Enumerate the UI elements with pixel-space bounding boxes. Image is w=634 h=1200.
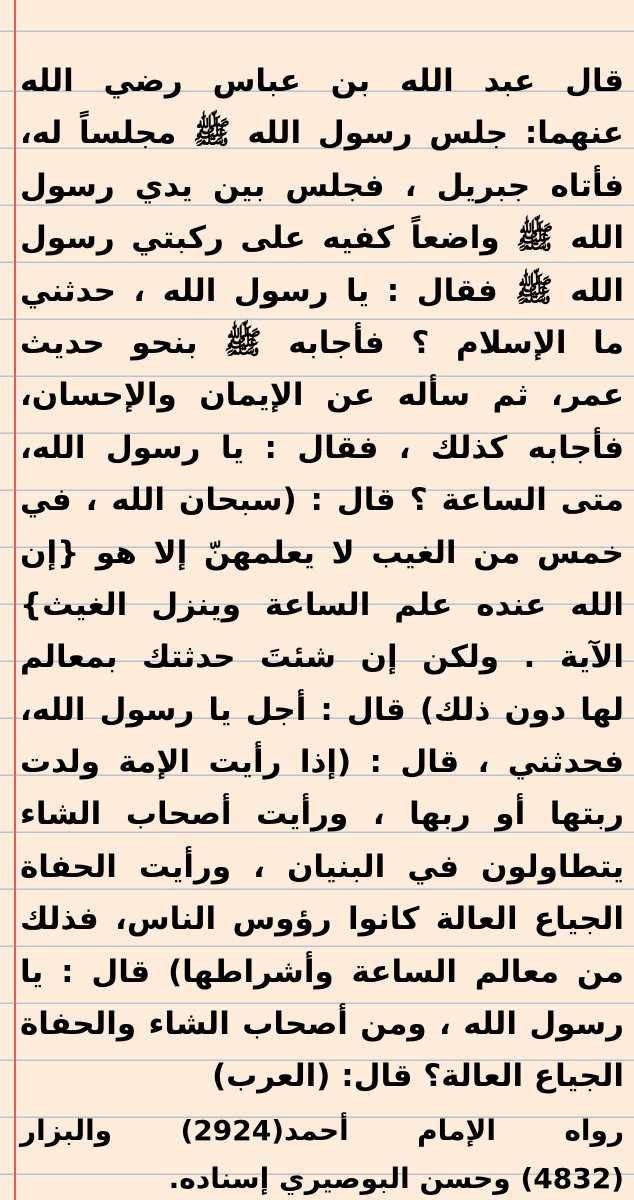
hadith-line: ربتها أو ربها ، ورأيت أصحاب الشاء [20, 796, 624, 833]
source-line: (4832) وحسن البوصيري إسناده. [168, 1161, 624, 1195]
hadith-line: الآية . ولكن إن شئتَ حدثتك بمعالم [20, 639, 624, 676]
hadith-line: رسول الله ، ومن أصحاب الشاء والحفاة [20, 1006, 624, 1043]
hadith-line: الجياع العالة كانوا رؤوس الناس، فذلك [20, 901, 624, 938]
hadith-line: عمر، ثم سأله عن الإيمان والإحسان، [20, 377, 624, 414]
hadith-text [20, 55, 624, 1200]
hadith-line: فأتاه جبريل ، فجلس بين يدي رسول [20, 167, 624, 204]
hadith-line: عنهما: جلس رسول الله ﷺ مجلساً له، [20, 115, 624, 152]
hadith-line: الله عنده علم الساعة وينزل الغيث} [20, 586, 624, 623]
hadith-line: لها دون ذلك) قال : أجل يا رسول الله، [20, 691, 624, 728]
source-line: رواه الإمام أحمد(2924) والبزار [20, 1113, 625, 1147]
hadith-line: يتطاولون في البنيان ، ورأيت الحفاة [20, 848, 624, 885]
hadith-line: الله ﷺ واضعاً كفيه على ركبتي رسول [20, 220, 624, 257]
hadith-source [20, 1107, 624, 1200]
hadith-line: ما الإسلام ؟ فأجابه ﷺ بنحو حديث [20, 324, 624, 361]
hadith-line: الجياع العالة؟ قال: (العرب) [211, 1058, 624, 1095]
hadith-line: الله ﷺ فقال : يا رسول الله ، حدثني [20, 272, 624, 309]
hadith-line: فحدثني ، قال : (إذا رأيت الإمة ولدت [20, 744, 624, 781]
hadith-line: خمس من الغيب لا يعلمهنّ إلا هو {إن [20, 534, 624, 571]
hadith-line: متى الساعة ؟ قال : (سبحان الله ، في [20, 482, 624, 519]
hadith-line: من معالم الساعة وأشراطها) قال : يا [20, 953, 624, 990]
hadith-line: قال عبد الله بن عباس رضي الله [20, 63, 624, 99]
hadith-line: فأجابه كذلك ، فقال : يا رسول الله، [20, 429, 624, 466]
